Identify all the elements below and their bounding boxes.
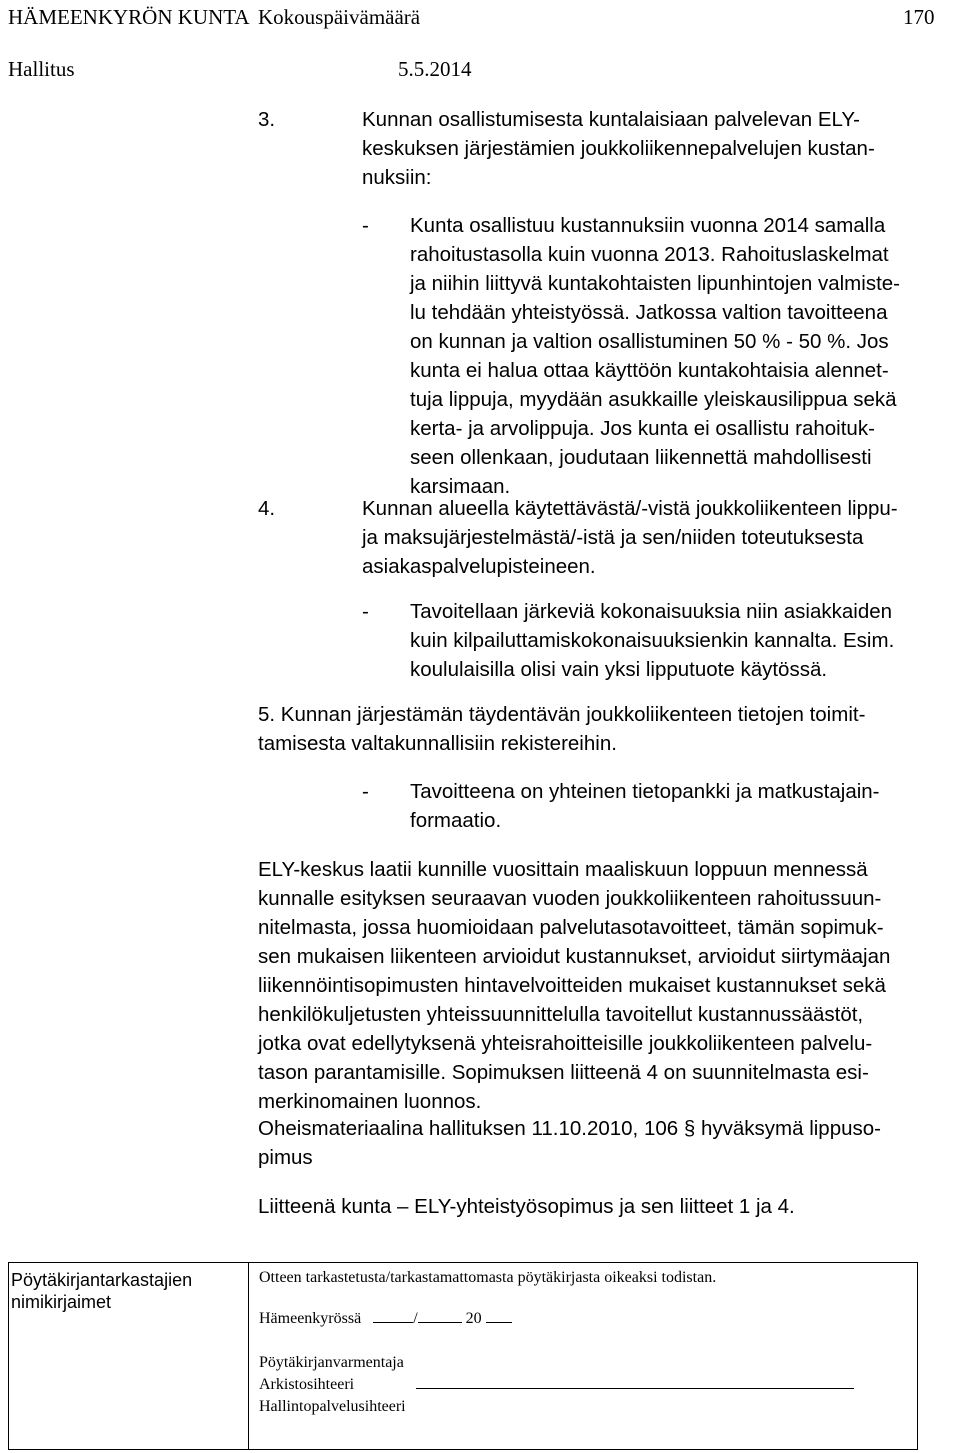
text-line: Kunnan alueella käytettävästä/-vistä joukkoliikenteen lippu-	[362, 497, 898, 520]
signature-blank	[416, 1388, 854, 1389]
text-line: Tavoitellaan järkeviä kokonaisuuksia niin asiakkaiden	[410, 600, 893, 623]
text-line: koululaisilla olisi vain yksi lipputuote käytössä.	[410, 658, 828, 681]
attachment-note	[258, 1114, 881, 1172]
archive-secretary-line	[259, 1376, 854, 1394]
item-3-bullet-dash: -	[362, 214, 369, 237]
text-line	[258, 1114, 881, 1143]
text-line: ja maksujärjestelmästä/-istä ja sen/niiden toteutuksesta	[362, 526, 864, 549]
text-line: Pöytäkirjantarkastajien	[11, 1270, 193, 1290]
item-4-number: 4.	[258, 497, 276, 520]
item-5-bullet-dash: -	[362, 780, 369, 803]
year-prefix: 20	[465, 1310, 482, 1327]
archive-secretary-title: Arkistosihteeri	[259, 1376, 355, 1393]
place-date-line	[259, 1310, 512, 1328]
date-separator: /	[413, 1310, 418, 1327]
item-5-heading	[258, 700, 865, 758]
text-line: nitelmasta, jossa huomioidaan palvelutasotavoitteet, tämän sopimuk-	[258, 916, 884, 939]
text-line: sen mukaisen liikenteen arvioidut kustannukset, arvioidut siirtymäajan	[258, 945, 891, 968]
text-line: Kunnan osallistumisesta kuntalaisiaan palvelevan ELY-	[362, 108, 861, 131]
text-line: kunta ei halua ottaa käyttöön kuntakohtaisia alennet-	[410, 359, 889, 382]
meeting-date: 5.5.2014	[398, 57, 472, 81]
certification-text: Otteen tarkastetusta/tarkastamattomasta pöytäkirjasta oikeaksi todistan.	[259, 1269, 717, 1286]
footer-divider	[248, 1263, 249, 1449]
place-name: Hämeenkyrössä	[259, 1310, 362, 1327]
text-line: kunnalle esityksen seuraavan vuoden joukkoliikenteen rahoitussuun-	[258, 887, 882, 910]
text-line: 5. Kunnan järjestämän täydentävän joukkoliikenteen tietojen toimit-	[258, 703, 866, 726]
board-name: Hallitus	[8, 57, 75, 81]
text-line: jotka ovat edellytyksenä yhteisrahoitteisille joukkoliikenteen palvelu-	[258, 1032, 873, 1055]
item-4-bullet-text	[410, 597, 894, 684]
day-blank	[373, 1322, 413, 1323]
section-sign: §	[683, 1117, 696, 1140]
text-line: tason parantamisille. Sopimuksen liitteenä 4 on suunnitelmasta esi-	[258, 1061, 869, 1084]
attachment-note-text: Oheismateriaalina hallituksen 11.10.2010, 106	[258, 1117, 679, 1140]
text-line: Tavoitteena on yhteinen tietopankki ja matkustajain-	[410, 780, 880, 803]
text-line: ja niihin liittyvä kuntakohtaisten lipunhintojen valmiste-	[410, 272, 900, 295]
item-4-bullet-dash: -	[362, 600, 369, 623]
text-line: liikennöintisopimusten hintavelvoitteiden mukaiset kustannukset sekä	[258, 974, 886, 997]
ely-paragraph	[258, 855, 890, 1116]
item-3-heading	[362, 105, 875, 192]
text-line: ELY-keskus laatii kunnille vuosittain maaliskuun loppuun mennessä	[258, 858, 868, 881]
verifier-label: Pöytäkirjanvarmentaja	[259, 1354, 404, 1371]
text-line: merkinomainen luonnos.	[258, 1090, 482, 1113]
municipality-name: HÄMEENKYRÖN KUNTA	[8, 5, 250, 29]
item-3-number: 3.	[258, 108, 276, 131]
text-line: kerta- ja arvolippuja. Jos kunta ei osallistu rahoituk-	[410, 417, 875, 440]
reviewer-initials-label	[11, 1269, 192, 1313]
text-line: formaatio.	[410, 809, 502, 832]
text-line: henkilökuljetusten yhteissuunnittelulla tavoitellut kustannussäästöt,	[258, 1003, 864, 1026]
certification-box	[8, 1262, 918, 1450]
appendix-note: Liitteenä kunta – ELY-yhteistyösopimus ja sen liitteet 1 ja 4.	[258, 1195, 795, 1218]
text-line: keskuksen järjestämien joukkoliikennepalvelujen kustan-	[362, 137, 875, 160]
text-line: tamisesta valtakunnallisiin rekistereihin.	[258, 732, 617, 755]
text-line: lu tehdään yhteistyössä. Jatkossa valtion tavoitteena	[410, 301, 888, 324]
text-line: nuksiin:	[362, 166, 432, 189]
text-line: asiakaspalvelupisteineen.	[362, 555, 596, 578]
attachment-note-text: hyväksymä lippuso-	[700, 1117, 881, 1140]
text-line: Kunta osallistuu kustannuksiin vuonna 2014 samalla	[410, 214, 886, 237]
text-line: on kunnan ja valtion osallistuminen 50 % - 50 %. Jos	[410, 330, 889, 353]
document-type: Kokouspäivämäärä	[258, 5, 421, 29]
item-3-bullet-text	[410, 211, 900, 501]
text-line: tuja lippuja, myydään asukkaille yleiskausilippua sekä	[410, 388, 897, 411]
text-line: pimus	[258, 1146, 313, 1169]
year-blank	[486, 1322, 512, 1323]
item-4-heading	[362, 494, 898, 581]
text-line: rahoitustasolla kuin vuonna 2013. Rahoituslaskelmat	[410, 243, 889, 266]
month-blank	[418, 1322, 462, 1323]
item-5-bullet-text	[410, 777, 880, 835]
text-line: kuin kilpailuttamiskokonaisuuksienkin kannalta. Esim.	[410, 629, 895, 652]
text-line: karsimaan.	[410, 475, 511, 498]
page-number: 170	[903, 5, 935, 29]
admin-secretary-title: Hallintopalvelusihteeri	[259, 1398, 406, 1415]
text-line: seen ollenkaan, joudutaan liikennettä mahdollisesti	[410, 446, 872, 469]
text-line: nimikirjaimet	[11, 1292, 112, 1312]
